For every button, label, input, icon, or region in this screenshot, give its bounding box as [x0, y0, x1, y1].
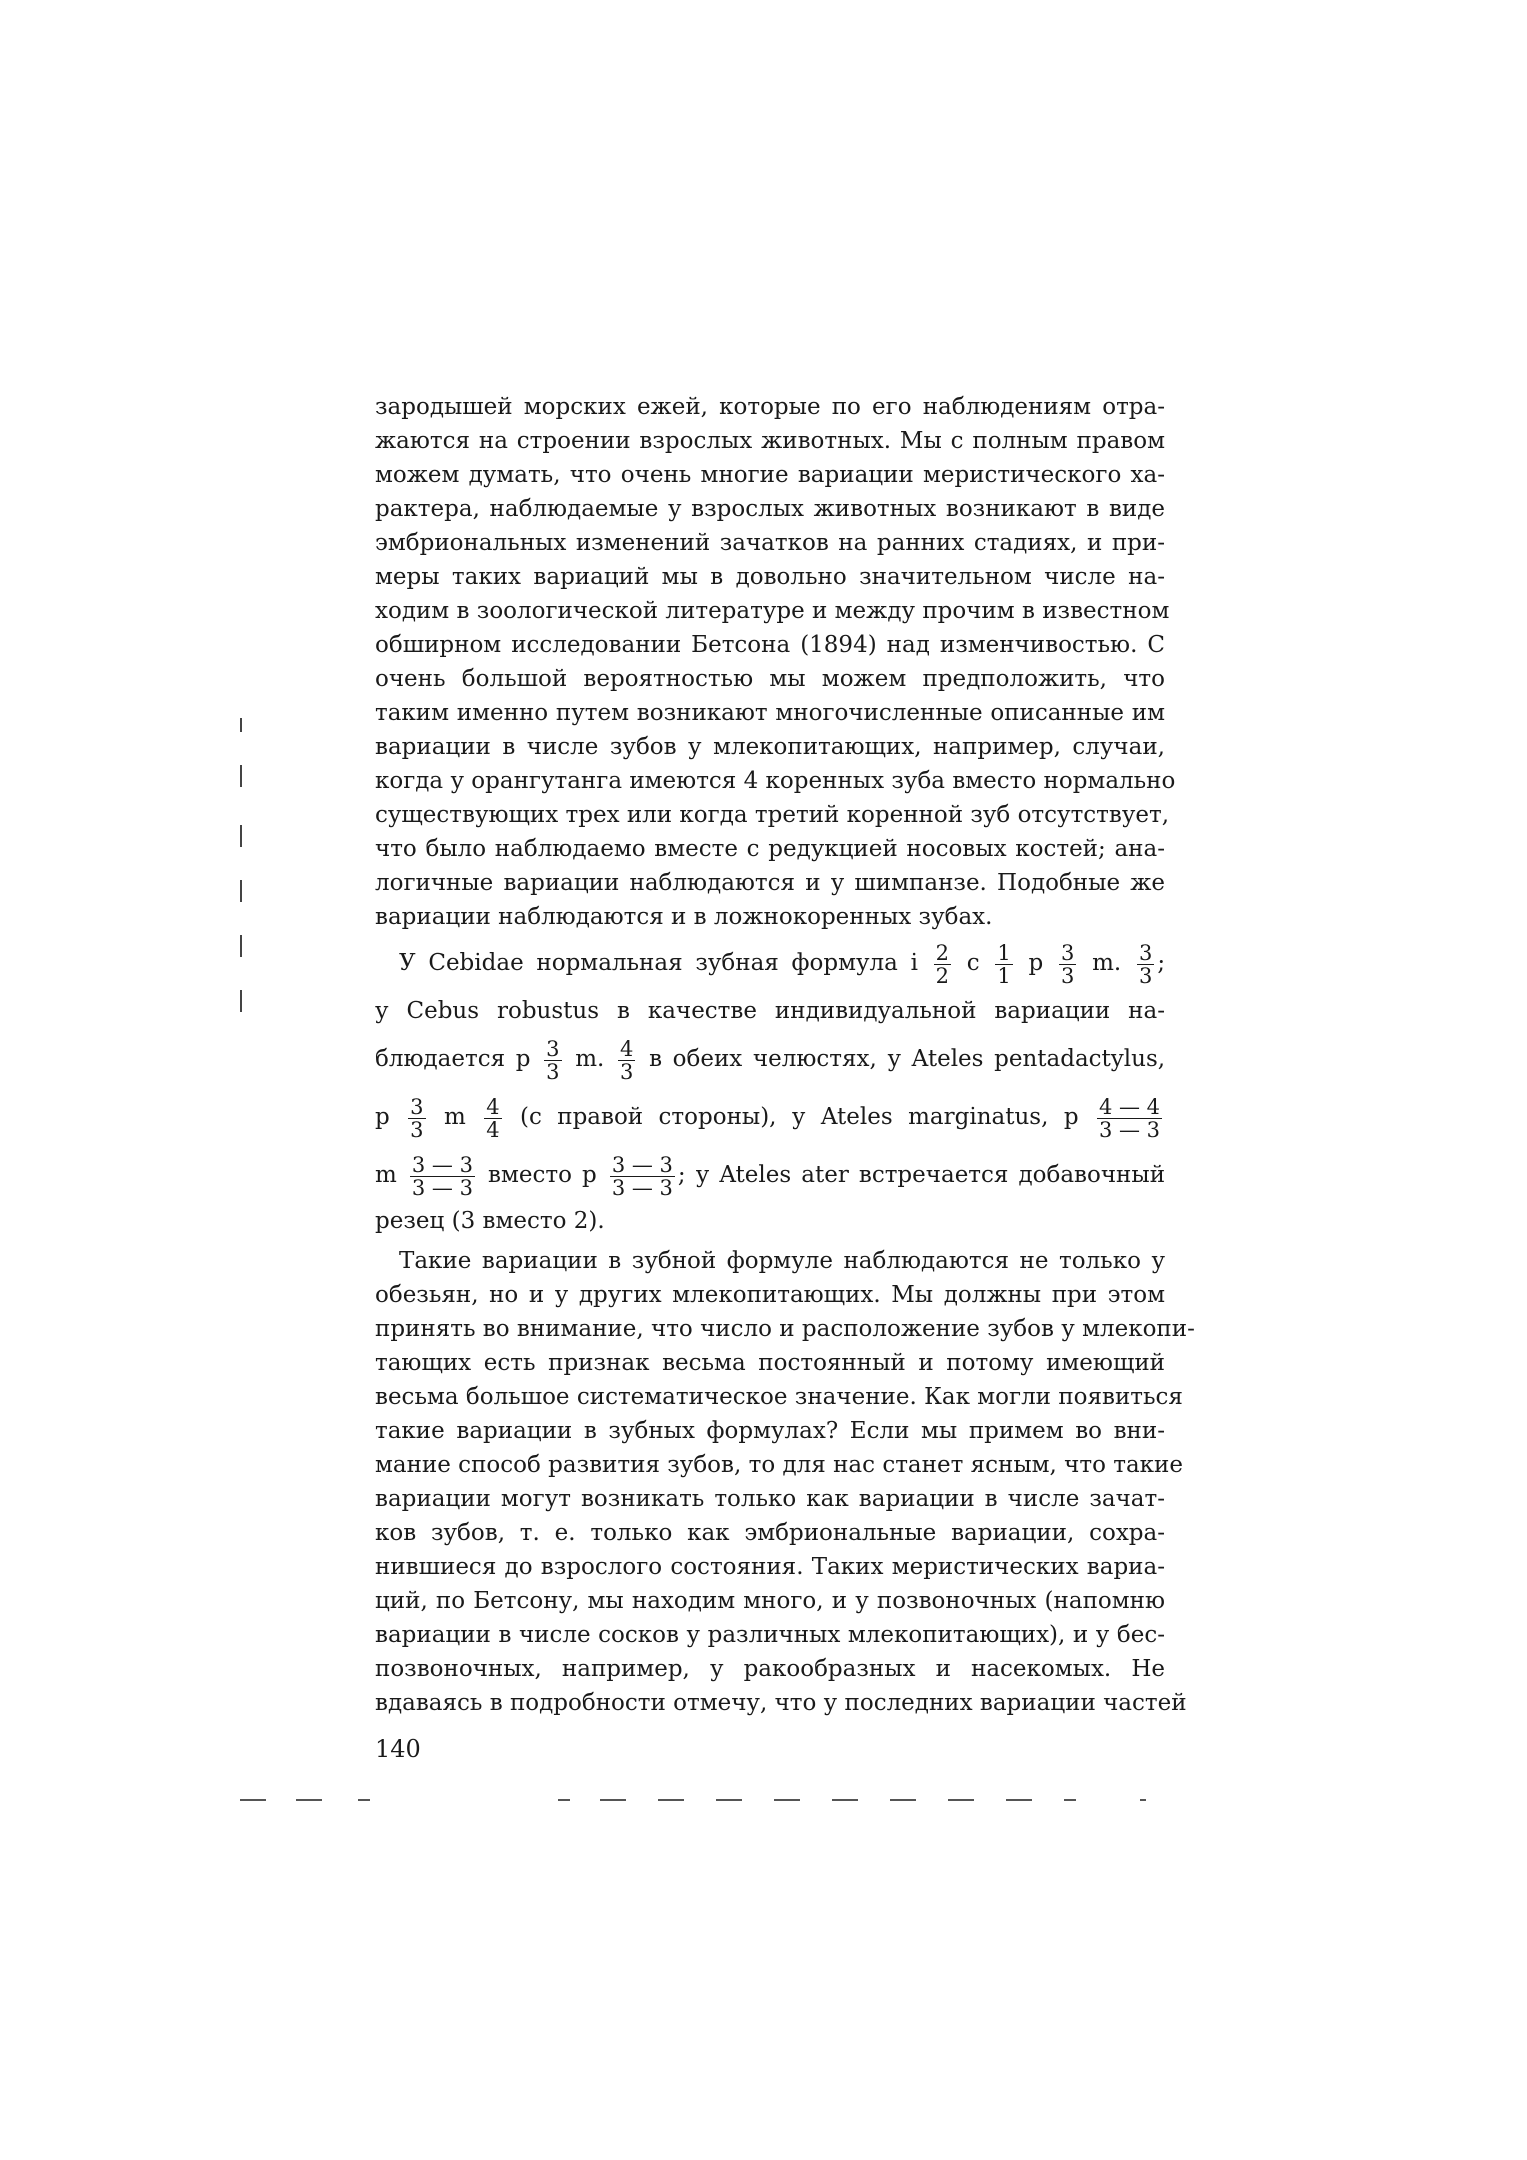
formula-text: вместо — [488, 1162, 572, 1188]
body-text — [375, 390, 1195, 1720]
text-line: принять во внимание, что число и расположение зубов у млекопи- — [375, 1316, 1195, 1342]
numerator: 3 — 3 — [411, 1152, 473, 1177]
dash-mark — [716, 1799, 742, 1801]
fraction — [1137, 942, 1154, 987]
fraction — [610, 1154, 675, 1199]
fraction — [484, 1096, 501, 1141]
numerator: 4 — [486, 1094, 500, 1119]
numerator: 3 — [546, 1036, 560, 1061]
tooth-letter: m — [443, 1104, 466, 1130]
text-line: что было наблюдаемо вместе с редукцией носовых костей; ана- — [375, 836, 1165, 862]
text-line: существующих трех или когда третий коренной зуб отсутствует, — [375, 802, 1170, 828]
text-line: обезьян, но и у других млекопитающих. Мы должны при этом — [375, 1282, 1165, 1308]
numerator: 3 — 3 — [611, 1152, 673, 1177]
tooth-letter: p — [1063, 1104, 1079, 1130]
paragraph-2-formulas — [375, 934, 1165, 1244]
tooth-letter: p — [515, 1046, 531, 1072]
fraction — [618, 1038, 635, 1083]
text-line: зародышей морских ежей, которые по его наблюдениям отра- — [375, 394, 1165, 420]
dash-mark — [658, 1799, 684, 1801]
margin-mark — [240, 765, 242, 787]
text-line: нившиеся до взрослого состояния. Таких меристических вариа- — [375, 1554, 1165, 1580]
text-line: мание способ развития зубов, то для нас станет ясным, что такие — [375, 1452, 1183, 1478]
tooth-letter: p — [375, 1104, 390, 1130]
text-line: очень большой вероятностью мы можем предположить, что — [375, 666, 1165, 692]
text-line: вариации наблюдаются и в ложнокоренных зубах. — [375, 904, 993, 930]
numerator: 4 — 4 — [1098, 1094, 1161, 1119]
text-line: ходим в зоологической литературе и между прочим в известном — [375, 598, 1170, 624]
dash-mark — [600, 1799, 626, 1801]
dash-mark — [240, 1799, 266, 1801]
tooth-letter: i — [910, 950, 918, 976]
text-line: ций, по Бетсону, мы находим много, и у позвоночных (напомню — [375, 1588, 1165, 1614]
fraction — [1059, 942, 1076, 987]
formula-line-6: резец (3 вместо 2). — [375, 1208, 605, 1234]
tooth-letter: m. — [575, 1046, 605, 1072]
text-line: весьма большое систематическое значение. Как могли появиться — [375, 1384, 1183, 1410]
dash-mark — [558, 1799, 570, 1801]
numerator: 1 — [997, 940, 1011, 965]
dash-mark — [358, 1799, 370, 1801]
text-line: вариации в числе зубов у млекопитающих, например, случаи, — [375, 734, 1165, 760]
numerator: 3 — [1138, 940, 1153, 965]
fraction — [1097, 1096, 1162, 1141]
denominator: 2 — [935, 963, 950, 988]
formula-line-3 — [375, 1030, 1165, 1088]
formula-text: блюдается — [375, 1046, 506, 1072]
paragraph-1 — [375, 390, 1176, 934]
text-line: можем думать, что очень многие вариации меристического ха- — [375, 462, 1165, 488]
text-line: жаются на строении взрослых животных. Мы с полным правом — [375, 428, 1165, 454]
numerator: 4 — [620, 1036, 634, 1061]
denominator: 4 — [486, 1117, 500, 1142]
text-line: тающих есть признак весьма постоянный и потому имеющий — [375, 1350, 1165, 1376]
numerator: 3 — [410, 1094, 424, 1119]
text-line: рактера, наблюдаемые у взрослых животных возникают в виде — [375, 496, 1165, 522]
denominator: 3 — 3 — [1098, 1117, 1161, 1142]
formula-text: (с правой стороны), у Ateles marginatus, — [519, 1104, 1049, 1130]
dash-mark — [1006, 1799, 1032, 1801]
formula-text: в обеих челюстях, у Ateles pentadactylus, — [649, 1046, 1166, 1072]
denominator: 3 — [546, 1059, 560, 1084]
scan-dash-artifacts — [240, 1799, 1160, 1803]
text-line: обширном исследовании Бетсона (1894) над изменчивостью. С — [375, 632, 1165, 658]
formula-text: У Cebidae нормальная зубная формула — [399, 950, 898, 976]
formula-line-1 — [375, 934, 1165, 992]
formula-text: ; у Ateles ater встречается добавочный — [677, 1162, 1166, 1188]
dash-mark — [832, 1799, 858, 1801]
dash-mark — [296, 1799, 322, 1801]
text-line: ков зубов, т. е. только как эмбриональные вариации, сохра- — [375, 1520, 1165, 1546]
denominator: 3 — [410, 1117, 424, 1142]
fraction — [544, 1038, 561, 1083]
punctuation: ; — [1157, 950, 1166, 976]
denominator: 1 — [997, 963, 1011, 988]
text-line: эмбриональных изменений зачатков на ранних стадиях, и при- — [375, 530, 1165, 556]
denominator: 3 — [620, 1059, 634, 1084]
margin-mark — [240, 825, 242, 847]
tooth-letter: p — [1028, 950, 1044, 976]
fraction — [995, 942, 1012, 987]
fraction — [410, 1154, 475, 1199]
tooth-letter: c — [966, 950, 980, 976]
numerator: 3 — [1060, 940, 1075, 965]
dash-mark — [948, 1799, 974, 1801]
tooth-letter: m. — [1092, 950, 1122, 976]
formula-line-2: у Cebus robustus в качестве индивидуальной вариации на- — [375, 998, 1165, 1024]
fraction — [934, 942, 951, 987]
denominator: 3 — [1138, 963, 1153, 988]
dash-mark — [774, 1799, 800, 1801]
text-line: меры таких вариаций мы в довольно значительном числе на- — [375, 564, 1165, 590]
denominator: 3 — 3 — [611, 1175, 673, 1200]
text-line: позвоночных, например, у ракообразных и насекомых. Не — [375, 1656, 1165, 1682]
text-line: когда у орангутанга имеются 4 коренных зуба вместо нормально — [375, 768, 1176, 794]
margin-mark — [240, 718, 242, 732]
text-line: логичные вариации наблюдаются и у шимпанзе. Подобные же — [375, 870, 1165, 896]
tooth-letter: p — [582, 1162, 597, 1188]
margin-mark — [240, 880, 242, 902]
formula-line-4 — [375, 1088, 1165, 1146]
dash-mark — [890, 1799, 916, 1801]
dash-mark — [1064, 1799, 1076, 1801]
denominator: 3 — [1060, 963, 1075, 988]
margin-mark — [240, 990, 242, 1012]
fraction — [408, 1096, 425, 1141]
text-line: вариации в числе сосков у различных млекопитающих), и у бес- — [375, 1622, 1165, 1648]
paragraph-3 — [375, 1244, 1195, 1720]
denominator: 3 — 3 — [411, 1175, 473, 1200]
text-line: такие вариации в зубных формулах? Если мы примем во вни- — [375, 1418, 1165, 1444]
text-line: вдаваясь в подробности отмечу, что у последних вариации частей — [375, 1690, 1187, 1716]
formula-line-5 — [375, 1146, 1165, 1204]
tooth-letter: m — [375, 1162, 397, 1188]
numerator: 2 — [935, 940, 950, 965]
text-line: вариации могут возникать только как вариации в числе зачат- — [375, 1486, 1165, 1512]
page-number: 140 — [375, 1735, 421, 1763]
dash-mark — [1140, 1799, 1146, 1801]
text-line: Такие вариации в зубной формуле наблюдаются не только у — [399, 1248, 1165, 1274]
text-line: таким именно путем возникают многочисленные описанные им — [375, 700, 1165, 726]
margin-mark — [240, 935, 242, 957]
